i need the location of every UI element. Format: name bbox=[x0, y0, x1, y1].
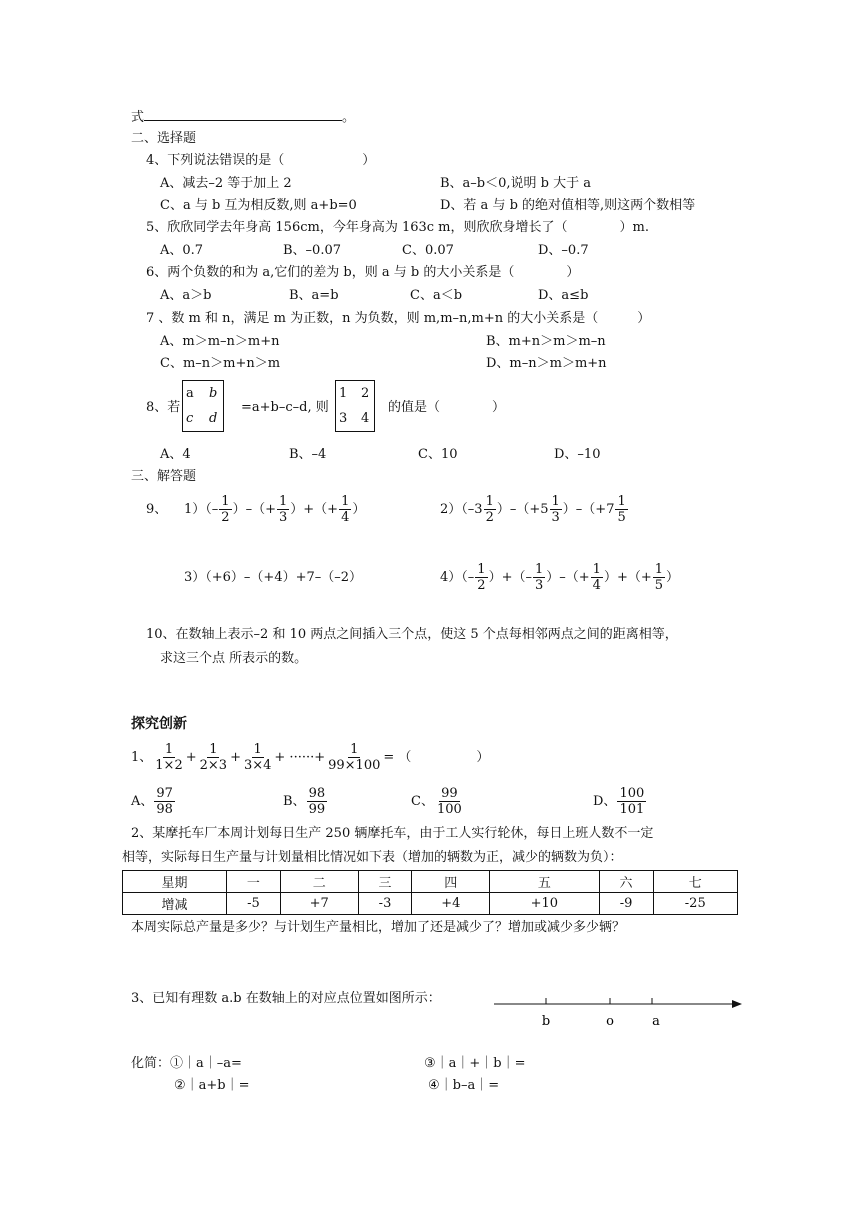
q9-part3: 3）（+6）–（+4）+7–（–2） bbox=[184, 570, 363, 585]
q8-definition: =a+b–c–d, 则 bbox=[241, 400, 329, 415]
q9-part4: 4）（– $\frac{1}{2}$ ）+（– $\frac{1}{3}$ ）–（+ $\frac{1}{4}$ ）+（+ $\frac{1}{5}$ ） bbox=[440, 562, 680, 593]
label-o: o bbox=[606, 1014, 614, 1029]
section-answer-title: 三、解答题 bbox=[131, 469, 197, 484]
fraction: $\frac{100}{101}$ bbox=[619, 786, 645, 817]
q7-option-a: A、m＞m–n＞m+n bbox=[160, 334, 280, 349]
table-row: 星期 一 二 三 四 五 六 七 bbox=[123, 871, 738, 893]
e1-option-c: C、 $\frac{99}{100}$ bbox=[411, 786, 462, 817]
q8-option-c: C、10 bbox=[418, 447, 458, 462]
q7-option-d: D、m–n＞m＞m+n bbox=[486, 356, 607, 371]
fraction: $\frac{1}{2}$ bbox=[477, 562, 486, 593]
fraction: $\frac{1}{3}$ bbox=[534, 562, 544, 593]
q5-option-a: A、0.7 bbox=[160, 243, 204, 258]
q9-part1: 1）（– $\frac{1}{2}$ ）–（+ $\frac{1}{3}$ ）+（+ $\frac{1}{4}$ ） bbox=[184, 494, 366, 525]
fraction: $\frac{1}{3}$ bbox=[551, 494, 560, 525]
simplify-item-4: ④｜b–a｜= bbox=[428, 1078, 500, 1093]
fraction: $\frac{1}{1\times 2}$ bbox=[155, 742, 183, 773]
q4-stem: 4、下列说法错误的是（ ） bbox=[146, 153, 376, 168]
fraction: $\frac{1}{99\times 100}$ bbox=[328, 742, 381, 773]
fraction: $\frac{97}{98}$ bbox=[156, 786, 173, 817]
q5-option-b: B、–0.07 bbox=[283, 243, 341, 258]
q10-line2: 求这三个点 所表示的数。 bbox=[160, 651, 308, 666]
answer-underline bbox=[144, 108, 342, 121]
e1-option-d: D、 $\frac{100}{101}$ bbox=[593, 786, 645, 817]
q4-option-d: D、若 a 与 b 的绝对值相等,则这两个数相等 bbox=[440, 198, 696, 213]
arrow-icon bbox=[732, 1000, 742, 1008]
simplify-item-1: ①｜a｜–a= bbox=[170, 1056, 242, 1071]
e1-option-b: B、 $\frac{98}{99}$ bbox=[283, 786, 326, 817]
fraction: $\frac{1}{5}$ bbox=[654, 562, 664, 593]
q8-option-a: A、4 bbox=[160, 447, 191, 462]
fraction: $\frac{1}{4}$ bbox=[592, 562, 601, 593]
fraction: $\frac{1}{3}$ bbox=[278, 494, 288, 525]
q5-option-c: C、0.07 bbox=[402, 243, 454, 258]
fraction: $\frac{1}{2}$ bbox=[221, 494, 230, 525]
production-table bbox=[122, 870, 738, 915]
e3-text: 3、已知有理数 a.b 在数轴上的对应点位置如图所示： bbox=[131, 991, 441, 1006]
label-a: a bbox=[652, 1014, 660, 1029]
q6-option-d: D、a≤b bbox=[538, 288, 589, 303]
q8-suffix: 的值是（ ） bbox=[388, 400, 506, 415]
q8-prefix: 8、若 bbox=[146, 400, 181, 415]
q6-stem: 6、两个负数的和为 a,它们的差为 b，则 a 与 b 的大小关系是（ ） bbox=[146, 265, 580, 280]
table-row: 增减 -5 +7 -3 +4 +10 -9 -25 bbox=[123, 893, 738, 915]
q8-option-d: D、–10 bbox=[554, 447, 601, 462]
e1-expression: 1、 $\frac{1}{1\times 2}$ + $\frac{1}{2\times 3}$ + $\frac{1}{3\times 4}$ + ······+ $\frac{1}{99\times 100}$ = （ ） bbox=[131, 742, 490, 773]
q4-option-b: B、a–b＜0,说明 b 大于 a bbox=[440, 176, 591, 191]
e2-question: 本周实际总产量是多少？与计划生产量相比，增加了还是减少了？增加或减少多少辆？ bbox=[131, 920, 626, 935]
fraction: $\frac{1}{2\times 3}$ bbox=[199, 742, 228, 773]
simplify-item-3: ③｜a｜+｜b｜= bbox=[424, 1056, 526, 1071]
label-b: b bbox=[541, 1014, 551, 1029]
q7-stem: 7 、数 m 和 n，满足 m 为正数，n 为负数，则 m,m–n,m+n 的大小关系是（ ） bbox=[146, 311, 651, 326]
q6-option-b: B、a=b bbox=[289, 288, 339, 303]
q9-label: 9、 bbox=[146, 502, 168, 517]
q5-option-d: D、–0.7 bbox=[538, 243, 589, 258]
q6-option-a: A、a＞b bbox=[160, 288, 212, 303]
q4-option-a: A、减去–2 等于加上 2 bbox=[160, 176, 292, 191]
q7-option-c: C、m–n＞m+n＞m bbox=[160, 356, 281, 371]
simplify-item-2: ②｜a+b｜= bbox=[174, 1078, 250, 1093]
e2-line1: 2、某摩托车厂本周计划每日生产 250 辆摩托车，由于工人实行轮休，每日上班人数不一定 bbox=[131, 826, 654, 841]
fraction: $\frac{1}{4}$ bbox=[341, 494, 350, 525]
fraction: $\frac{1}{3\times 4}$ bbox=[243, 742, 272, 773]
fraction: $\frac{1}{2}$ bbox=[485, 494, 494, 525]
q9-part2: 2）（–3 $\frac{1}{2}$ ）–（+5 $\frac{1}{3}$ ）–（+7 $\frac{1}{5}$ bbox=[440, 494, 626, 525]
e2-line2: 相等，实际每日生产量与计划量相比情况如下表（增加的辆数为正，减少的辆数为负）： bbox=[122, 850, 623, 865]
simplify-label-row: 化简：①｜a｜–a= bbox=[131, 1056, 242, 1071]
q4-option-c: C、a 与 b 互为相反数,则 a+b=0 bbox=[160, 198, 357, 213]
q10-line1: 10、在数轴上表示–2 和 10 两点之间插入三个点，使这 5 个点每相邻两点之间的距离相等， bbox=[146, 627, 678, 642]
section-choice-title: 二、选择题 bbox=[131, 131, 197, 146]
q8-determinant-abcd: a b c d bbox=[182, 380, 224, 432]
number-line bbox=[490, 990, 746, 1030]
explore-heading: 探究创新 bbox=[131, 716, 187, 732]
q7-option-b: B、m+n＞m＞m–n bbox=[486, 334, 606, 349]
fraction: $\frac{98}{99}$ bbox=[308, 786, 326, 817]
e1-option-a: A、 $\frac{97}{98}$ bbox=[131, 786, 173, 817]
q6-option-c: C、a＜b bbox=[410, 288, 463, 303]
fraction: $\frac{1}{5}$ bbox=[617, 494, 626, 525]
fill-blank-line: 式 。 bbox=[131, 110, 356, 125]
q5-stem: 5、欣欣同学去年身高 156cm，今年身高为 163c m，则欣欣身增长了（ ）m. bbox=[146, 220, 649, 235]
q8-option-b: B、–4 bbox=[289, 447, 327, 462]
fraction: $\frac{99}{100}$ bbox=[436, 786, 462, 817]
q8-determinant-1234: 1 2 3 4 bbox=[335, 380, 375, 432]
